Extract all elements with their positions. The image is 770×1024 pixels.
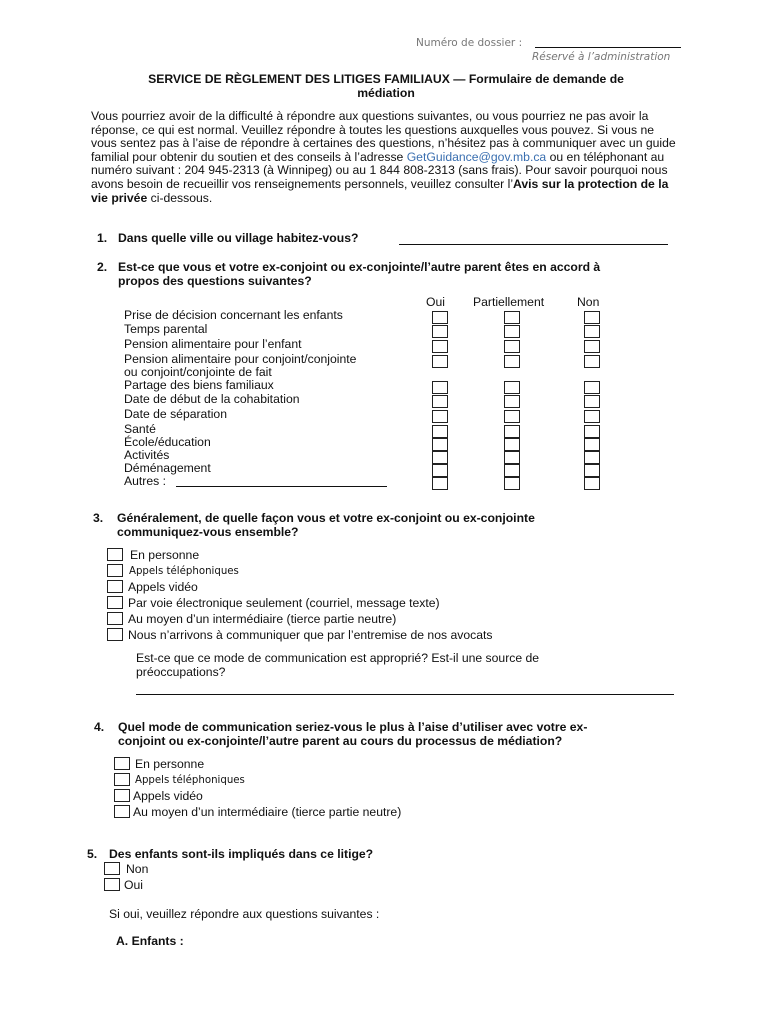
q3-checkbox[interactable] [107,580,123,593]
q3-option-label: Nous n’arrivons à communiquer que par l’entremise de nos avocats [128,628,493,642]
q2-question [118,261,600,288]
q2-number: 2. [97,260,108,274]
form-title [91,73,681,100]
form-title-line1: SERVICE DE RÈGLEMENT DES LITIGES FAMILIAUX — Formulaire de demande de [148,72,624,86]
q2-row-label: Pension alimentaire pour l’enfant [124,337,302,351]
q3-line2: communiquez-vous ensemble? [117,524,299,539]
q3-followup-line2: préoccupations? [136,665,226,679]
q2-checkbox-no[interactable] [584,395,600,408]
q3-checkbox[interactable] [107,548,123,561]
q2-checkbox-no[interactable] [584,410,600,423]
q4-option-label: Au moyen d’un intermédiaire (tierce partie neutre) [133,805,402,819]
q2-checkbox-partial[interactable] [504,464,520,477]
q2-row-label: Déménagement [124,461,211,475]
q3-number: 3. [93,511,104,525]
q2-line2: propos des questions suivantes? [118,273,312,288]
q2-checkbox-partial[interactable] [504,438,520,451]
intro-text-end: ci-dessous. [147,190,213,205]
q4-line2: conjoint ou ex-conjointe/l’autre parent au cours du processus de médiation? [118,733,563,748]
form-title-line2: médiation [357,85,415,100]
q1-question: Dans quelle ville ou village habitez-vous? [118,231,359,245]
q3-line1: Généralement, de quelle façon vous et votre ex-conjoint ou ex-conjointe [117,511,535,525]
q2-checkbox-no[interactable] [584,464,600,477]
q5-checkbox-no[interactable] [104,862,120,875]
q2-row-label: École/éducation [124,435,211,449]
q2-checkbox-yes[interactable] [432,381,448,394]
q3-option-label: Appels téléphoniques [129,566,239,577]
q2-checkbox-yes[interactable] [432,425,448,438]
q3-followup-line1: Est-ce que ce mode de communication est approprié? Est-il une source de [136,651,540,665]
q2-checkbox-no[interactable] [584,438,600,451]
q2-checkbox-no[interactable] [584,325,600,338]
q2-checkbox-partial[interactable] [504,410,520,423]
q2-checkbox-partial[interactable] [504,340,520,353]
col-header-no: Non [577,295,600,309]
q3-option-label: En personne [130,548,200,562]
q2-other-field[interactable] [176,486,387,487]
q2-checkbox-partial[interactable] [504,451,520,464]
col-header-partial: Partiellement [473,295,545,309]
q4-checkbox[interactable] [114,773,130,786]
q3-followup-answer-field[interactable] [136,694,674,695]
q2-checkbox-no[interactable] [584,340,600,353]
q2-row-label: Activités [124,448,170,462]
q5-number: 5. [87,847,98,861]
q3-checkbox[interactable] [107,564,123,577]
q2-checkbox-partial[interactable] [504,325,520,338]
q2-row-label: Pension alimentaire pour conjoint/conjointe [124,352,357,366]
q4-checkbox[interactable] [114,805,130,818]
q2-checkbox-partial[interactable] [504,395,520,408]
q2-row-label: Date de début de la cohabitation [124,392,300,406]
file-number-field[interactable] [535,47,681,48]
q5-question: Des enfants sont-ils impliqués dans ce litige? [109,847,374,861]
q2-line1: Est-ce que vous et votre ex-conjoint ou ex-conjointe/l’autre parent êtes en accord à [118,260,601,274]
q3-checkbox[interactable] [107,612,123,625]
q2-checkbox-yes[interactable] [432,355,448,368]
q4-checkbox[interactable] [114,757,130,770]
q5-followup: Si oui, veuillez répondre aux questions suivantes : [109,907,380,921]
q2-checkbox-yes[interactable] [432,395,448,408]
q3-checkbox[interactable] [107,628,123,641]
privacy-notice-link: Avis sur la protection de la vie privée [91,176,669,205]
q1-answer-field[interactable] [399,244,668,245]
file-number-label: Numéro de dossier : [416,37,523,49]
q2-checkbox-no[interactable] [584,425,600,438]
q2-checkbox-yes[interactable] [432,477,448,490]
q3-question [117,512,535,539]
q2-checkbox-partial[interactable] [504,425,520,438]
q3-checkbox[interactable] [107,596,123,609]
intro-text-cont: ou en téléphonant au numéro suivant : 204 945-2313 (à Winnipeg) ou au 1 844 808-2313 (sans frais). Pour savoir pourquoi nous avons besoin de recueillir vos renseignements personnels, veuillez consulter l’ [91,149,668,191]
q5-checkbox-yes[interactable] [104,878,120,891]
intro-text: Vous pourriez avoir de la difficulté à répondre aux questions suivantes, ou vous pourriez ne pas avoir la réponse, ce qui est normal. Veuillez répondre à toutes les questions auxquelles vous pouvez. Si vous ne vous sentez pas à l’aise de répondre à certaines des questions, n’hésitez pas à communiquer avec un guide familial pour obtenir du soutien et des conseils à l’adresse [91,109,676,164]
q4-number: 4. [94,720,105,734]
q2-checkbox-yes[interactable] [432,325,448,338]
guidance-email-link[interactable]: GetGuidance@gov.mb.ca [406,149,547,164]
q2-checkbox-partial[interactable] [504,355,520,368]
q4-question [118,721,587,748]
reserved-label: Réservé à l’administration [532,51,671,63]
q2-row-label: Autres : [124,474,166,488]
q2-checkbox-yes[interactable] [432,464,448,477]
q2-row-label: Prise de décision concernant les enfants [124,308,343,322]
q2-checkbox-no[interactable] [584,477,600,490]
q4-option-label: Appels téléphoniques [135,775,245,786]
q2-checkbox-partial[interactable] [504,477,520,490]
q4-option-label: En personne [135,757,205,771]
q4-checkbox[interactable] [114,789,130,802]
q2-checkbox-no[interactable] [584,311,600,324]
q2-checkbox-no[interactable] [584,355,600,368]
q3-option-label: Par voie électronique seulement (courriel, message texte) [128,596,440,610]
q5-option-no: Non [126,862,149,876]
q2-row-label: Date de séparation [124,407,227,421]
q2-row-label: Partage des biens familiaux [124,378,274,392]
q2-row-label: Santé [124,422,156,436]
q3-followup [136,651,539,679]
q2-checkbox-yes[interactable] [432,438,448,451]
q3-option-label: Au moyen d’un intermédiaire (tierce partie neutre) [128,612,397,626]
q5-option-yes: Oui [124,878,143,892]
intro-paragraph [91,110,681,205]
col-header-yes: Oui [426,295,445,309]
section-a-title: A. Enfants : [116,934,184,948]
q2-checkbox-no[interactable] [584,451,600,464]
q2-row-label: Temps parental [124,322,208,336]
q2-checkbox-yes[interactable] [432,311,448,324]
q2-checkbox-partial[interactable] [504,381,520,394]
q2-checkbox-partial[interactable] [504,311,520,324]
q2-checkbox-no[interactable] [584,381,600,394]
q2-checkbox-yes[interactable] [432,410,448,423]
q2-checkbox-yes[interactable] [432,340,448,353]
q1-number: 1. [97,231,108,245]
q4-line1: Quel mode de communication seriez-vous le plus à l’aise d’utiliser avec votre ex- [118,720,588,734]
q4-option-label: Appels vidéo [133,789,203,803]
q2-checkbox-yes[interactable] [432,451,448,464]
q2-row-label: ou conjoint/conjointe de fait [124,365,272,379]
q3-option-label: Appels vidéo [128,580,198,594]
